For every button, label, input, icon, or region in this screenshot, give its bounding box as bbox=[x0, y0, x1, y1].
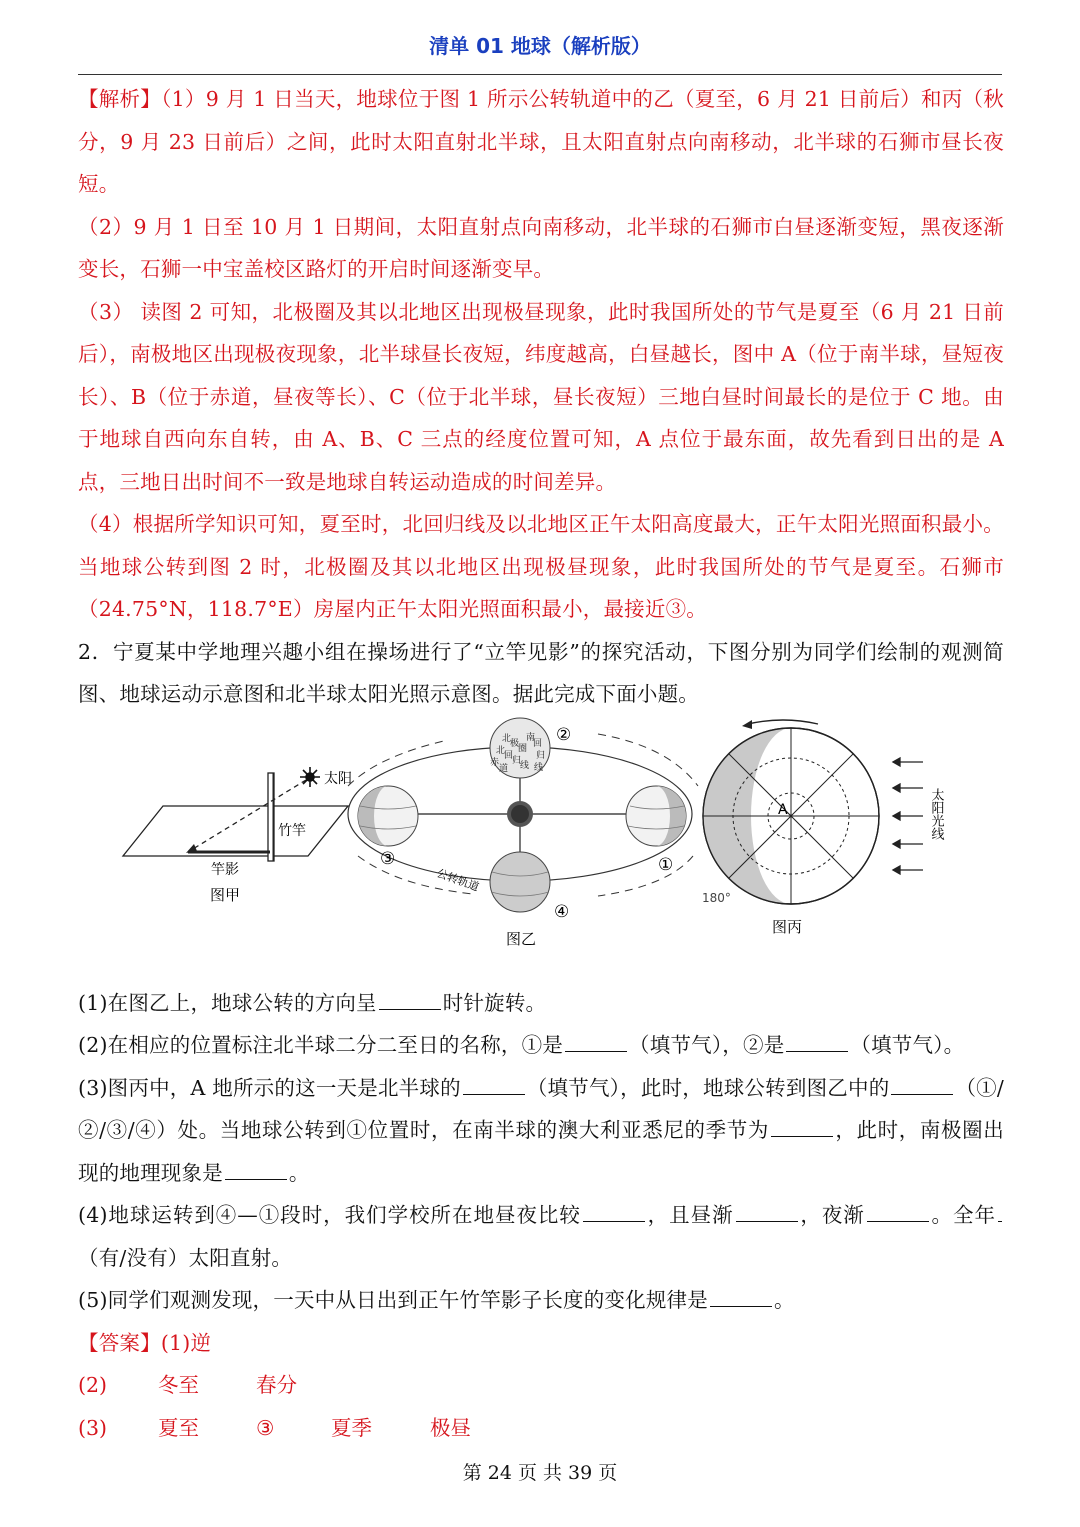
marker-1: ① bbox=[658, 854, 674, 875]
sunlight-arrows bbox=[893, 758, 923, 874]
svg-text:回: 回 bbox=[533, 738, 543, 749]
answer-blank[interactable] bbox=[565, 1050, 627, 1052]
answer-blank[interactable] bbox=[736, 1220, 798, 1222]
analysis-paragraph-3: （3） 读图 2 可知，北极圈及其以北地区出现极昼现象，此时我国所处的节气是夏至（6 月 21 日前后），南极地区出现极夜现象，北半球昼长夜短，纬度越高，白昼越长，图中 A（位于南半球，昼短夜长）、B（位于赤道，昼夜等长）、C（位于北半球，昼长夜短）三地白昼时间最长的是位于 C 地。由于地球自西向东自转，由 A、B、C 三点的经度位置可知，A 点位于最东面，故先看到日出的是 A 点，三地日出时间不一致是地球自转运动造成的时间差异。 bbox=[78, 299, 1004, 494]
analysis-paragraph-2: （2）9 月 1 日至 10 月 1 日期间，太阳直射点向南移动，北半球的石狮市白昼逐渐变短，黑夜逐渐变长，石狮一中宝盖校区路灯的开启时间逐渐变早。 bbox=[78, 214, 1004, 281]
answer-blank[interactable] bbox=[891, 1093, 953, 1095]
sun-center-icon bbox=[507, 801, 533, 827]
answer-blank[interactable] bbox=[867, 1220, 929, 1222]
marker-2: ② bbox=[556, 724, 572, 745]
earth-position-3 bbox=[358, 786, 418, 846]
answer-tag: 【答案】 bbox=[78, 1330, 161, 1355]
answer-line-3: (3) 夏至 ③ 夏季 极昼 bbox=[78, 1415, 471, 1440]
answer-blank[interactable] bbox=[771, 1135, 833, 1137]
svg-text:线: 线 bbox=[534, 762, 544, 773]
lon-label: 180° bbox=[702, 890, 731, 905]
answer-blank[interactable] bbox=[379, 1008, 441, 1010]
sunlight-label: 太阳光线 bbox=[928, 787, 944, 840]
earth-position-1 bbox=[626, 786, 686, 846]
answer-blank[interactable] bbox=[583, 1220, 645, 1222]
page-footer: 第 24 页 共 39 页 bbox=[462, 1462, 618, 1484]
svg-text:极: 极 bbox=[510, 738, 520, 749]
answer-blank[interactable] bbox=[463, 1093, 525, 1095]
answer-blank[interactable] bbox=[786, 1050, 848, 1052]
question-4: (4)地球运转到④—①段时，我们学校所在地昼夜比较 ，且昼渐 ，夜渐 。全年（有/没有）太阳直射。 bbox=[78, 1194, 1004, 1279]
answer-line-1: 【答案】(1)逆 bbox=[78, 1330, 212, 1355]
pole-label: 竹竿 bbox=[278, 822, 306, 839]
shadow-label: 竿影 bbox=[211, 861, 239, 878]
svg-text:北: 北 bbox=[502, 733, 512, 744]
svg-text:赤: 赤 bbox=[490, 757, 500, 768]
svg-text:线: 线 bbox=[520, 760, 530, 771]
question-2: (2)在相应的位置标注北半球二分二至日的名称，①是 （填节气），②是 （填节气）。 bbox=[78, 1033, 965, 1057]
figure-yi-caption: 图乙 bbox=[506, 929, 537, 948]
svg-text:道: 道 bbox=[499, 763, 509, 774]
marker-3: ③ bbox=[380, 848, 396, 869]
question-3: (3)图丙中，A 地所示的这一天是北半球的 （填节气），此时，地球公转到图乙中的 （①/②/③/④）处。当地球公转到①位置时，在南半球的澳大利亚悉尼的季节为 ，此时，南极圈出现的地理现象是 。 bbox=[78, 1075, 1004, 1185]
point-a-label: A bbox=[778, 801, 788, 818]
orbit-label: 公转轨道 bbox=[434, 866, 481, 894]
marker-4: ④ bbox=[554, 901, 570, 922]
svg-text:回: 回 bbox=[504, 750, 514, 761]
svg-text:归: 归 bbox=[536, 750, 546, 761]
analysis-paragraph-4: （4）根据所学知识可知，夏至时，北回归线及以北地区正午太阳高度最大，正午太阳光照面积最小。当地球公转到图 2 时，北极圈及其以北地区出现极昼现象，此时我国所处的节气是夏至。石狮市（24.75°N，118.7°E）房屋内正午太阳光照面积最小，最接近③。 bbox=[78, 512, 1004, 621]
earth-position-2 bbox=[490, 718, 550, 778]
answer-blank[interactable] bbox=[710, 1305, 772, 1307]
answer-line-2: (2) 冬至 春分 bbox=[78, 1373, 297, 1397]
sun-icon bbox=[300, 767, 320, 787]
figure-group bbox=[78, 716, 1004, 982]
svg-text:圈: 圈 bbox=[518, 743, 528, 754]
svg-text:北: 北 bbox=[496, 745, 506, 756]
figure-bing-caption: 图丙 bbox=[772, 917, 803, 936]
figure-jia-caption: 图甲 bbox=[210, 885, 241, 904]
page-header bbox=[78, 30, 1002, 75]
earth-position-4 bbox=[490, 852, 550, 912]
answer-blank[interactable] bbox=[225, 1178, 287, 1180]
analysis-paragraph-1: 【解析】（1）9 月 1 日当天，地球位于图 1 所示公转轨道中的乙（夏至，6 月 21 日前后）和丙（秋分，9 月 23 日前后）之间，此时太阳直射北半球，且太阳直射点向南移动，北半球的石狮市昼长夜短。 bbox=[78, 87, 1004, 196]
figure-yi bbox=[348, 718, 698, 948]
question-5: (5)同学们观测发现，一天中从日出到正午竹竿影子长度的变化规律是 。 bbox=[78, 1288, 795, 1312]
figure-bing bbox=[702, 720, 944, 936]
answer-blank[interactable] bbox=[998, 1220, 1002, 1222]
svg-text:归: 归 bbox=[512, 755, 522, 766]
svg-text:南: 南 bbox=[526, 732, 536, 743]
question-1: (1)在图乙上，地球公转的方向呈 时针旋转。 bbox=[78, 990, 547, 1015]
document-body bbox=[78, 78, 1004, 1449]
analysis-tag: 【解析】 bbox=[78, 87, 162, 111]
question-stem: 2．宁夏某中学地理兴趣小组在操场进行了“立竿见影”的探究活动，下图分别为同学们绘制的观测简图、地球运动示意图和北半球太阳光照示意图。据此完成下面小题。 bbox=[78, 639, 1004, 706]
page-title: 清单 01 地球（解析版） bbox=[429, 34, 651, 58]
sun-label: 太阳 bbox=[324, 770, 352, 787]
figure-jia bbox=[123, 767, 352, 904]
